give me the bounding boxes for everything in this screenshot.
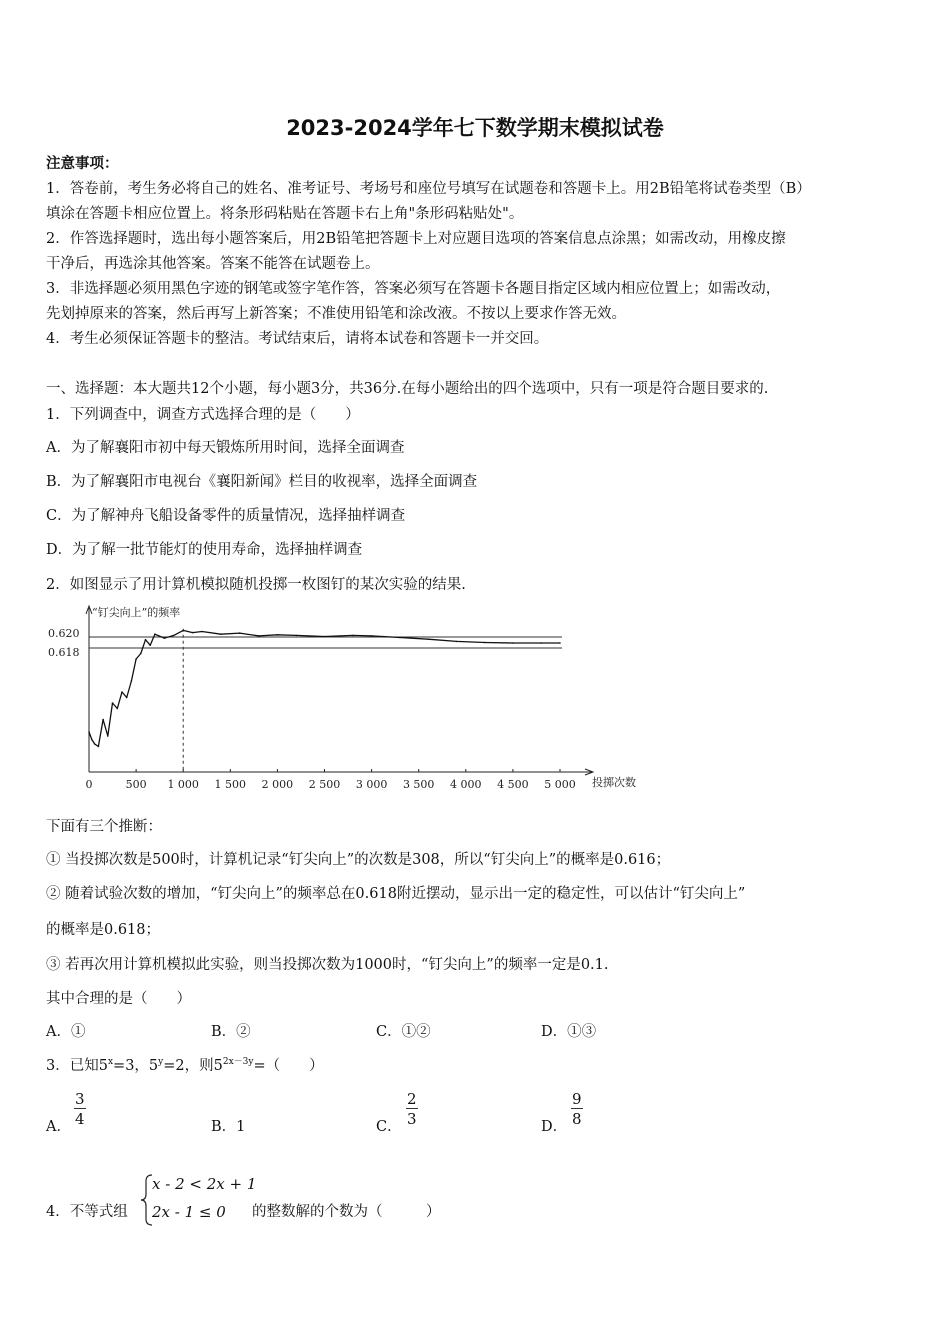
data-point [324,636,326,638]
q4-inequality-1: x - 2 < 2x + 1 [152,1175,257,1193]
x-tick-label: 3 500 [402,778,435,791]
fraction-numerator: 9 [572,1090,582,1108]
data-point [559,642,561,644]
q2-option-d: D．①③ [541,1024,597,1040]
data-point [352,635,354,637]
data-point [456,641,458,643]
fraction-denominator: 4 [75,1110,85,1128]
data-point [154,633,156,635]
q3-expr-rest: =（ ） [253,1058,324,1074]
chart-title: “钉尖向上”的频率 [92,606,181,619]
x-tick-label: 3 000 [355,778,388,791]
notice-line: 填涂在答题卡相应位置上。将条形码粘贴在答题卡右上角"条形码粘贴处"。 [46,206,524,222]
q2-option-a: A．① [46,1024,86,1040]
data-point [239,632,241,634]
x-tick-label: 2 000 [261,778,294,791]
data-point [512,642,514,644]
x-tick-label: 2 500 [308,778,341,791]
data-point [126,697,128,699]
q1-option-a: A．为了解襄阳市初中每天锻炼所用时间，选择全面调查 [46,440,405,456]
q3-option-b-label: B． [211,1119,237,1135]
data-point [88,731,90,733]
data-point [98,746,100,748]
q3-option-d-fraction [571,1090,583,1129]
fraction-denominator: 8 [572,1110,582,1128]
q3-expr-rest: =3， [113,1058,149,1074]
q3-stem [46,1054,324,1075]
q1-stem: 1．下列调查中，调查方式选择合理的是（ ） [46,407,360,423]
q2-option-c: C．①② [376,1024,431,1040]
q2-inference-2-cont: 的概率是0.618； [46,922,161,938]
q3-expr-exp: 2x－3y [222,1057,254,1067]
q2-stem: 2．如图显示了用计算机模拟随机投掷一枚图钉的某次实验的结果. [46,577,466,593]
data-point [399,637,401,639]
q3-option-d-label: D． [541,1119,568,1135]
data-point [135,658,137,660]
y-tick-label: 0.618 [48,646,80,659]
notice-line: 1．答卷前，考生务必将自己的姓名、准考证号、考场号和座位号填写在试题卷和答题卡上。用2B铅笔将试卷类型（B） [46,181,811,197]
data-point [220,633,222,635]
data-point [149,644,151,646]
data-point [277,634,279,636]
q2-question: 其中合理的是（ ） [46,991,191,1007]
data-point [484,642,486,644]
data-point [173,635,175,637]
x-tick-label: 4 000 [450,778,482,791]
data-point [145,639,147,641]
data-point [94,743,96,745]
q2-inference-1: ① 当投掷次数是500时，计算机记录“钉尖向上”的次数是308，所以“钉尖向上”的概率是0.616； [46,852,671,868]
data-point [295,635,297,637]
q4-inequality-2: 2x - 1 ≤ 0 [152,1203,226,1221]
fraction-numerator: 3 [75,1090,85,1108]
q1-option-d: D．为了解一批节能灯的使用寿命，选择抽样调查 [46,542,363,558]
q2-inference-3: ③ 若再次用计算机模拟此实验，则当投掷次数为1000时，“钉尖向上”的频率一定是0.1. [46,957,609,973]
chart-xlabel: 投掷次数 [592,776,636,789]
notice-heading: 注意事项： [46,155,119,172]
q3-stem-text: 3．已知 [46,1058,99,1074]
q4-stem-post: 的整数解的个数为（ ） [252,1204,441,1220]
q3-expr-exp: x [107,1057,114,1067]
data-point [121,691,123,693]
data-point [164,637,166,639]
data-point [427,638,429,640]
q1-option-b: B．为了解襄阳市电视台《襄阳新闻》栏目的收视率，选择全面调查 [46,474,478,490]
q3-option-b-value: 1 [236,1119,246,1135]
q3-option-c-fraction [406,1090,418,1129]
y-tick-label: 0.620 [48,627,80,640]
q3-option-c-label: C． [376,1119,402,1135]
data-point [107,735,109,737]
data-point [140,653,142,655]
x-tick-label: 500 [125,778,147,791]
data-point [91,739,93,741]
data-point [540,642,542,644]
data-point [371,635,373,637]
section-heading: 一、选择题：本大题共12个小题，每小题3分，共36分.在每小题给出的四个选项中，只有一项是符合题目要求的. [46,381,769,397]
notice-line: 3．非选择题必须用黑色字迹的钢笔或签字笔作答，答案必须写在答题卡各题目指定区域内相应位置上；如需改动， [46,281,781,297]
x-tick-label: 5 000 [544,778,576,791]
notice-line: 干净后，再选涂其他答案。答案不能答在试题卷上。 [46,256,380,272]
x-tick-label: 1 500 [214,778,247,791]
notice-line: 先划掉原来的答案，然后再写上新答案；不准使用铅笔和涂改液。不按以上要求作答无效。 [46,306,626,322]
q3-expr-base: 5 [213,1058,223,1074]
data-point [192,632,194,634]
page-title: 2023-2024学年七下数学期末模拟试卷 [286,116,664,140]
data-point [182,630,184,632]
notice-line: 2．作答选择题时，选出每小题答案后，用2B铅笔把答题卡上对应题目选项的答案信息点涂黑；如需改动，用橡皮擦 [46,231,786,247]
q2-inference-2: ② 随着试验次数的增加，“钉尖向上”的频率总在0.618附近摆动，显示出一定的稳定性，可以估计“钉尖向上” [46,886,746,902]
data-point [102,719,104,721]
q3-option-b [211,1115,245,1136]
q2-option-b: B．② [211,1024,251,1040]
q3-option-a-label: A． [46,1119,71,1135]
data-point [131,680,133,682]
data-point [112,702,114,704]
notice-line: 4．考生必须保证答题卡的整洁。考试结束后，请将本试卷和答题卡一并交回。 [46,331,549,347]
q1-option-c: C．为了解神舟飞船设备零件的质量情况，选择抽样调查 [46,508,406,524]
data-point [201,631,203,633]
q3-expr-base: 5 [148,1058,159,1074]
q3-expr-base: 5 [98,1058,108,1074]
fraction-denominator: 3 [407,1110,417,1128]
q4-stem-pre: 4．不等式组 [46,1204,128,1220]
x-tick-label: 4 500 [497,778,529,791]
q3-expr-rest: =2，则 [163,1058,214,1074]
fraction-numerator: 2 [407,1090,417,1108]
data-point [117,708,119,710]
q3-expr-exp: y [158,1057,164,1067]
x-tick-label: 1 000 [167,778,199,791]
x-tick-label: 0 [85,778,93,791]
q2-intro: 下面有三个推断： [46,819,162,835]
frequency-chart [44,600,660,796]
data-point [258,635,260,637]
q3-option-a-fraction [74,1090,86,1129]
